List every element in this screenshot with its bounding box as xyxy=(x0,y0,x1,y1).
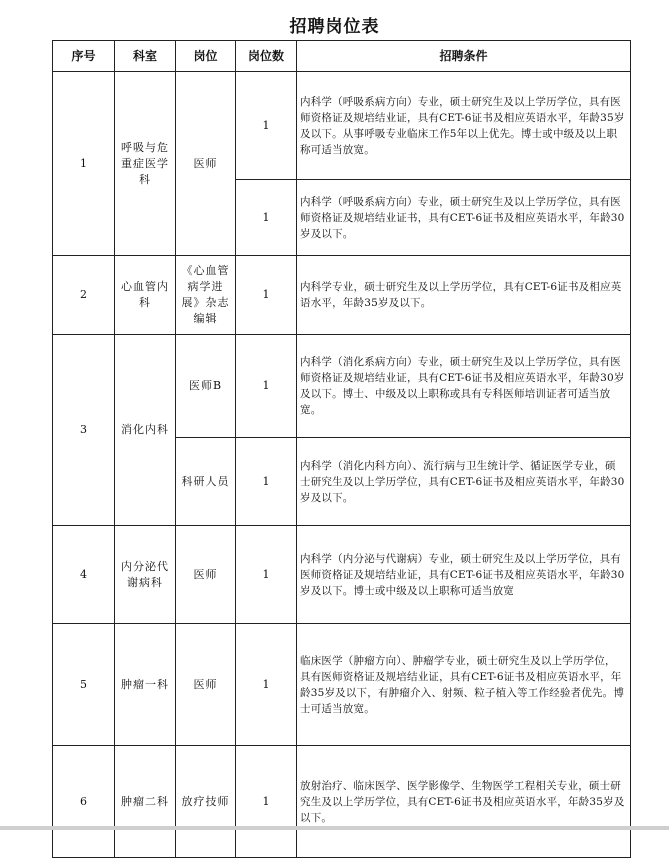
row-count: 1 xyxy=(236,438,297,526)
row-count: 1 xyxy=(236,72,297,180)
row-dept: 内分泌代谢病科 xyxy=(115,526,176,624)
header-dept: 科室 xyxy=(115,41,176,72)
table-row xyxy=(53,624,631,746)
row-count: 1 xyxy=(236,624,297,746)
row-conditions: 内科学专业，硕士研究生及以上学历学位，具有CET-6证书及相应英语水平，年龄35岁及以下。 xyxy=(297,256,631,335)
header-no: 序号 xyxy=(53,41,115,72)
row-count: 1 xyxy=(236,746,297,858)
row-dept: 消化内科 xyxy=(115,335,176,526)
table-row xyxy=(53,526,631,624)
table-row xyxy=(53,256,631,335)
recruitment-table xyxy=(52,40,631,858)
page-edge-divider xyxy=(0,826,669,830)
row-count: 1 xyxy=(236,256,297,335)
row-conditions: 内科学（呼吸系病方向）专业，硕士研究生及以上学历学位，具有医师资格证及规培结业证，具有CET-6证书及相应英语水平，年龄35岁及以下。从事呼吸专业临床工作5年以上优先。博士或中级及以上职称可适当放宽。 xyxy=(297,72,631,180)
row-count: 1 xyxy=(236,526,297,624)
row-no: 4 xyxy=(53,526,115,624)
header-position: 岗位 xyxy=(176,41,236,72)
header-conditions: 招聘条件 xyxy=(297,41,631,72)
table-row xyxy=(53,335,631,438)
row-no: 2 xyxy=(53,256,115,335)
row-count: 1 xyxy=(236,335,297,438)
row-dept: 呼吸与危重症医学科 xyxy=(115,72,176,256)
row-position: 医师 xyxy=(176,624,236,746)
row-position: 医师 xyxy=(176,72,236,256)
row-conditions: 内科学（消化系病方向）专业，硕士研究生及以上学历学位，具有医师资格证及规培结业证，具有CET-6证书及相应英语水平，年龄30岁及以下。博士、中级及以上职称或具有专科医师培训证者可适当放宽。 xyxy=(297,335,631,438)
row-no: 1 xyxy=(53,72,115,256)
row-conditions: 内科学（呼吸系病方向）专业，硕士研究生及以上学历学位，具有医师资格证及规培结业证书，具有CET-6证书及相应英语水平，年龄30岁及以下。 xyxy=(297,180,631,256)
row-dept: 心血管内科 xyxy=(115,256,176,335)
row-no: 3 xyxy=(53,335,115,526)
row-no: 6 xyxy=(53,746,115,858)
table-header-row xyxy=(53,41,631,72)
table-row xyxy=(53,746,631,858)
document-title: 招聘岗位表 xyxy=(289,17,380,37)
row-conditions: 放射治疗、临床医学、医学影像学、生物医学工程相关专业，硕士研究生及以上学历学位，具有CET-6证书及相应英语水平，年龄35岁及以下。 xyxy=(297,746,631,858)
row-count: 1 xyxy=(236,180,297,256)
row-conditions: 临床医学（肿瘤方向）、肿瘤学专业，硕士研究生及以上学历学位，具有医师资格证及规培结业证，具有CET-6证书及相应英语水平，年龄35岁及以下，有肿瘤介入、射频、粒子植入等工作经验者优先。博士可适当放宽。 xyxy=(297,624,631,746)
row-dept: 肿瘤一科 xyxy=(115,624,176,746)
row-position: 《心血管病学进展》杂志编辑 xyxy=(176,256,236,335)
header-count: 岗位数 xyxy=(236,41,297,72)
row-dept: 肿瘤二科 xyxy=(115,746,176,858)
row-position: 医师 xyxy=(176,526,236,624)
row-position: 科研人员 xyxy=(176,438,236,526)
row-position: 放疗技师 xyxy=(176,746,236,858)
row-no: 5 xyxy=(53,624,115,746)
row-conditions: 内科学（内分泌与代谢病）专业，硕士研究生及以上学历学位，具有医师资格证及规培结业证，具有CET-6证书及相应英语水平，年龄30岁及以下。博士或中级及以上职称可适当放宽 xyxy=(297,526,631,624)
row-conditions: 内科学（消化内科方向）、流行病与卫生统计学、循证医学专业，硕士研究生及以上学历学位，具有CET-6证书及相应英语水平，年龄30岁及以下。 xyxy=(297,438,631,526)
row-position: 医师B xyxy=(176,335,236,438)
table-row xyxy=(53,72,631,180)
